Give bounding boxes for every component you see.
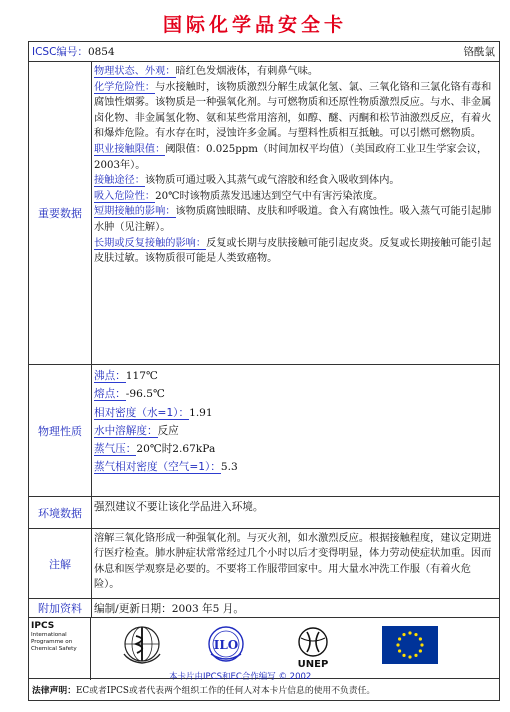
important-data-content: [92, 62, 499, 364]
additional-row: [29, 599, 499, 618]
icsc-label: ICSC编号：: [32, 46, 88, 58]
vapor-pressure-label: 蒸气压：: [94, 443, 137, 456]
who-logo-icon: [122, 624, 162, 664]
inhalation-entry: [94, 189, 496, 205]
ilo-logo-icon: [206, 624, 246, 664]
header-row: [29, 42, 499, 62]
exposure-text: 阈限值：0.025ppm（时间加权平均值）（美国政府工业卫生学家会议，2003年）。: [94, 143, 488, 171]
eu-star-icon: [414, 633, 417, 636]
solubility-value: 反应: [157, 424, 179, 437]
chemical-name: 铬酰氯: [463, 46, 495, 58]
melting-value: -96.5℃: [125, 388, 165, 401]
melting-point: [94, 385, 496, 403]
eu-star-icon: [396, 643, 399, 646]
route-entry: [94, 173, 496, 189]
density-label: 相对密度（水=1）：: [94, 406, 190, 419]
important-data-label: 重要数据: [29, 62, 92, 364]
long-term-label: 长期或反复接触的影响：: [94, 237, 207, 249]
exposure-entry: [94, 142, 496, 173]
short-term-label: 短期接触的影响：: [94, 206, 176, 218]
boiling-value: 117℃: [125, 370, 158, 382]
notes-row: [29, 529, 499, 599]
route-text: 该物质可通过吸入其蒸气或气溶胶和经食入吸收到体内。: [144, 175, 400, 187]
inhalation-text: 20℃时该物质蒸发迅速达到空气中有害污染浓度。: [155, 190, 384, 202]
unep-logo-icon: [291, 624, 335, 670]
ipcs-line3: Chemical Safety: [31, 646, 77, 652]
solubility-label: 水中溶解度：: [94, 424, 158, 437]
card-title: 国际化学品安全卡: [162, 14, 347, 36]
appearance-text: 暗红色发烟液体，有刺鼻气味。: [175, 66, 319, 77]
short-term-entry: [94, 204, 496, 235]
eu-flag-icon: [382, 626, 438, 664]
environment-text: 强烈建议不要让该化学品进入环境。: [94, 501, 264, 513]
physical-properties-row: [29, 365, 499, 497]
logos-row: [29, 618, 499, 680]
ipcs-line2: Programme on: [31, 639, 73, 645]
important-data-row: [29, 62, 499, 365]
appearance-entry: [94, 64, 496, 80]
long-term-text: 反复或长期与皮肤接触可能引起皮炎。反复或长期接触可能引起皮肤过敏。该物质很可能是人类致癌物。: [94, 237, 492, 265]
vapor-pressure: [94, 440, 496, 458]
density-value: 1.91: [189, 406, 213, 419]
physical-properties-content: [92, 365, 499, 496]
short-term-text: 该物质腐蚀眼睛、皮肤和呼吸道。食入有腐蚀性。吸入蒸气可能引起肺水肿（见注解）。: [94, 206, 492, 233]
water-solubility: [94, 422, 496, 440]
ipcs-block: [29, 618, 91, 680]
additional-text: 编制/更新日期：2003 年5 月。: [94, 603, 244, 615]
eu-star-icon: [414, 654, 417, 657]
physical-properties-label: 物理性质: [29, 365, 92, 496]
credit-line: 本卡片由IPCS和EC合作编写 © 2002: [169, 672, 312, 682]
vapor-density-label: 蒸气相对密度（空气=1）：: [94, 461, 221, 474]
relative-density: [94, 404, 496, 422]
legal-text: EC或者IPCS或者代表两个组织工作的任何人对本卡片信息的使用不负责任。: [76, 686, 376, 696]
icsc-value: 0854: [87, 46, 115, 58]
ipcs-title: IPCS: [31, 621, 55, 631]
eu-star-icon: [398, 649, 401, 652]
legal-label: 法律声明：: [32, 686, 76, 696]
eu-star-icon: [402, 654, 405, 657]
eu-star-icon: [402, 633, 405, 636]
long-term-entry: [94, 236, 496, 267]
icsc-number: [32, 44, 115, 59]
inhalation-label: 吸入危险性：: [94, 190, 156, 202]
appearance-label: 物理状态、外观：: [94, 66, 176, 77]
vapor-pressure-value: 20℃时2.67kPa: [136, 443, 216, 456]
unep-text: UNEP: [297, 659, 329, 670]
svg-text:ILO: ILO: [213, 638, 239, 652]
boiling-label: 沸点：: [94, 370, 126, 382]
eu-star-icon: [419, 649, 422, 652]
eu-star-icon: [419, 637, 422, 640]
chem-hazard-label: 化学危险性：: [94, 81, 156, 93]
notes-text: 溶解三氧化铬形成一种强氧化剂。与灭火剂，如水激烈反应。根据接触程度，建议定期进行医疗检查。肺水肿症状常常经过几个小时以后才变得明显，体力劳动使症状加重。因而休息和医学观察是必要的。不要将工作服带回家中。用大量水冲洗工作服（有着火危险）。: [94, 533, 492, 591]
eu-star-icon: [398, 637, 401, 640]
eu-star-icon: [408, 655, 411, 658]
boiling-point: [94, 367, 496, 385]
notes-label: 注解: [29, 529, 92, 598]
safety-card: [28, 41, 500, 682]
exposure-label: 职业接触限值：: [94, 143, 166, 155]
route-label: 接触途径：: [94, 175, 145, 187]
additional-label: 附加资料: [29, 599, 92, 617]
melting-label: 熔点：: [94, 388, 126, 401]
eu-star-icon: [408, 631, 411, 634]
environment-label: 环境数据: [29, 497, 92, 528]
eu-star-icon: [420, 643, 423, 646]
chem-hazard-text: 与水接触时，该物质激烈分解生成氯化氢、氯、三氧化铬和三氯化铬有毒和腐蚀性烟雾。该物质是一种强氧化剂。与可燃物质和还原性物质激烈反应。与水、非金属卤化物、非金属氢化物、氨和某些常用溶剂，如醇、醚、丙酮和松节油激烈反应，有着火和爆炸危险。有水存在时，浸蚀许多金属。与塑料性质相互抵触。可以引燃可燃物质。: [94, 81, 492, 140]
ipcs-line1: International: [31, 632, 67, 638]
legal-notice: [28, 679, 500, 701]
chem-hazard-entry: [94, 80, 496, 142]
environment-row: [29, 497, 499, 529]
vapor-density-value: 5.3: [220, 461, 238, 474]
vapor-density: [94, 458, 496, 476]
